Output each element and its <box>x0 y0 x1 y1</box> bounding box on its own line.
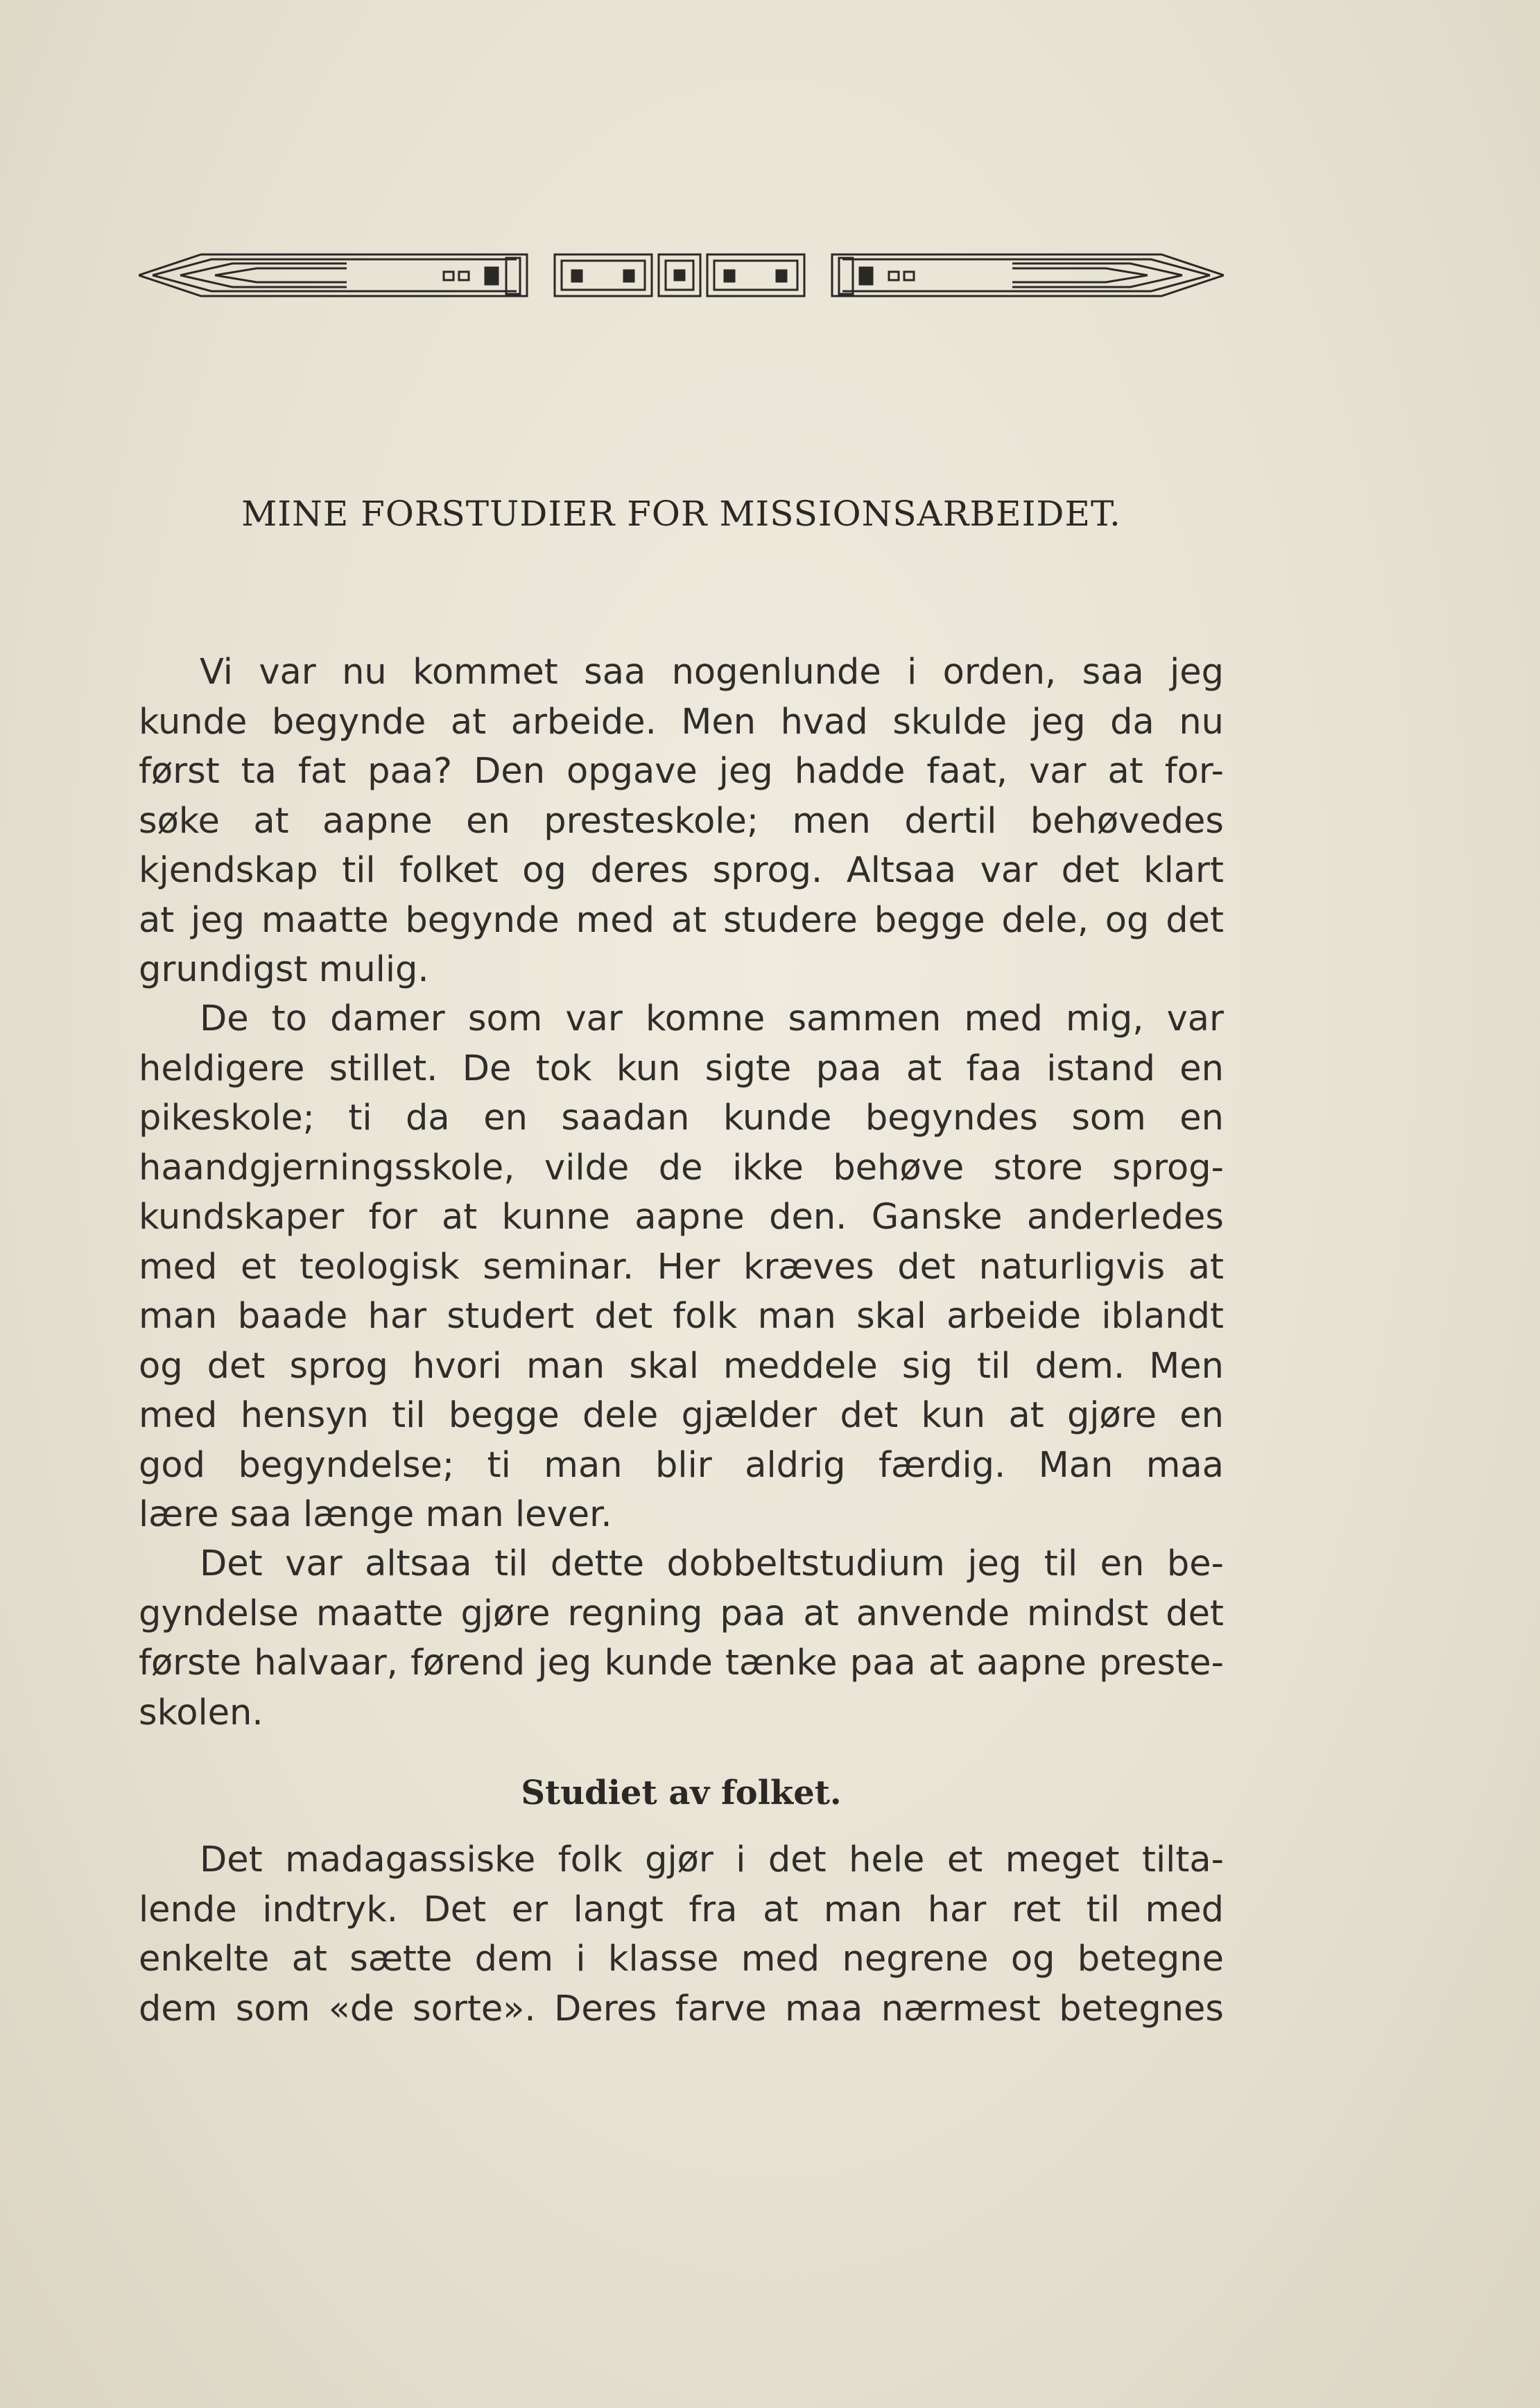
text-line: lende indtryk. Det er langt fra at man har ret til med <box>139 1889 1224 1930</box>
paragraph-4 <box>139 1835 1224 2034</box>
section-heading: Studiet av folket. <box>521 1774 842 1812</box>
text-line: skolen. <box>139 1692 263 1733</box>
text-line: man baade har studert det folk man skal arbeide iblandt <box>139 1296 1224 1337</box>
text-line: grundigst mulig. <box>139 949 429 990</box>
text-line: og det sprog hvori man skal meddele sig til dem. Men <box>139 1345 1224 1387</box>
text-line: pikeskole; ti da en saadan kunde begyndes som en <box>139 1098 1224 1138</box>
text-line: Vi var nu kommet saa nogenlunde i orden, saa jeg <box>200 652 1224 693</box>
text-line: god begyndelse; ti man blir aldrig færdig. Man maa <box>139 1444 1224 1486</box>
paragraph-2 <box>139 994 1224 1540</box>
text-line: lære saa længe man lever. <box>139 1494 612 1535</box>
text-line: Det madagassiske folk gjør i det hele et meget tilta- <box>200 1839 1224 1880</box>
text-line: med et teologisk seminar. Her kræves det naturligvis at <box>139 1246 1224 1288</box>
text-line: dem som «de sorte». Deres farve maa nærmest betegnes <box>139 1988 1224 2029</box>
text-line: De to damer som var komne sammen med mig, var <box>200 998 1224 1039</box>
text-line: første halvaar, førend jeg kunde tænke paa at aapne preste- <box>139 1643 1224 1683</box>
text-line: enkelte at sætte dem i klasse med negrene og betegne <box>139 1939 1224 1980</box>
text-line: kjendskap til folket og deres sprog. Altsaa var det klart <box>139 850 1224 891</box>
text-line: haandgjerningsskole, vilde de ikke behøve store sprog- <box>139 1147 1224 1188</box>
ornament-border-icon <box>139 251 1224 300</box>
text-line: søke at aapne en presteskole; men dertil behøvedes <box>139 800 1224 842</box>
text-line: kunde begynde at arbeide. Men hvad skulde jeg da nu <box>139 701 1224 743</box>
paragraph-1 <box>139 648 1224 995</box>
text-line: heldigere stillet. De tok kun sigte paa at faa istand en <box>139 1048 1224 1089</box>
page-title: MINE FORSTUDIER FOR MISSIONSARBEIDET. <box>241 494 1121 534</box>
text-line: gyndelse maatte gjøre regning paa at anvende mindst det <box>139 1593 1224 1634</box>
text-line: at jeg maatte begynde med at studere begge dele, og det <box>139 899 1224 941</box>
text-line: først ta fat paa? Den opgave jeg hadde faat, var at for- <box>139 751 1224 792</box>
text-line: Det var altsaa til dette dobbeltstudium jeg til en be- <box>200 1543 1224 1584</box>
text-line: med hensyn til begge dele gjælder det kun at gjøre en <box>139 1395 1224 1436</box>
text-line: kundskaper for at kunne aapne den. Ganske anderledes <box>139 1197 1224 1238</box>
paragraph-3 <box>139 1539 1224 1738</box>
